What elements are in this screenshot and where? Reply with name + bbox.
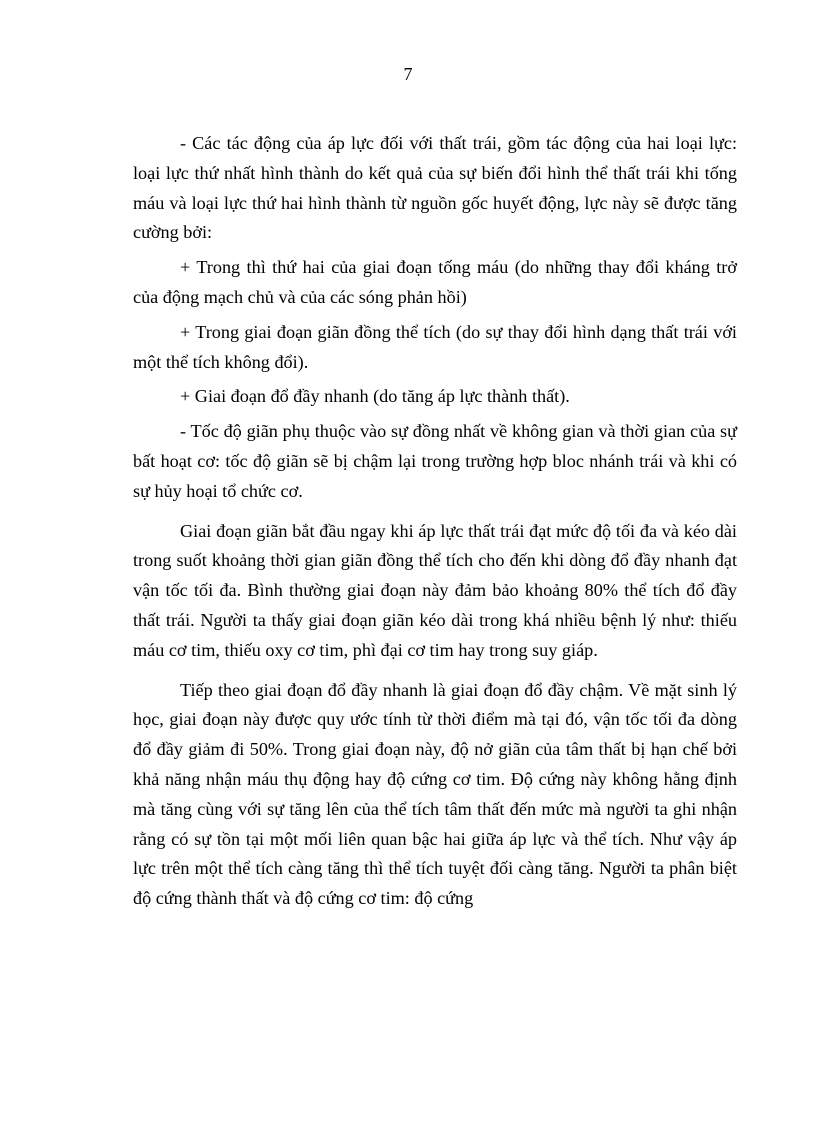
paragraph-rapid-filling: + Giai đoạn đổ đầy nhanh (do tăng áp lực thành thất).: [180, 386, 570, 407]
page-number: 7: [403, 64, 413, 84]
body-text: [133, 129, 737, 919]
paragraph-isovolumic-relaxation: + Trong giai đoạn giãn đồng thể tích (do sự thay đổi hình dạng thất trái với một thể tích không đổi).: [133, 321, 737, 372]
paragraph-slow-filling: Tiếp theo giai đoạn đổ đầy nhanh là giai đoạn đổ đầy chậm. Về mặt sinh lý học, giai đoạn này được quy ước tính từ thời điểm mà tại đó, vận tốc tối đa dòng đổ đầy giảm đi 50%. Trong giai đoạn này, độ nở giãn của tâm thất bị hạn chế bởi khả năng nhận máu thụ động hay độ cứng cơ tim. Độ cứng này không hằng định mà tăng cùng với sự tăng lên của thể tích tâm thất đến mức mà người ta ghi nhận rằng có sự tồn tại một mối liên quan bậc hai giữa áp lực và thể tích. Như vậy áp lực trên một thể tích càng tăng thì thể tích tuyệt đối càng tăng. Người ta phân biệt độ cứng thành thất và độ cứng cơ tim: độ cứng: [133, 679, 737, 909]
paragraph-pressure-effects: - Các tác động của áp lực đối với thất trái, gồm tác động của hai loại lực: loại lực thứ nhất hình thành do kết quả của sự biến đổi hình thể thất trái khi tống máu và loại lực thứ hai hình thành từ nguồn gốc huyết động, lực này sẽ được tăng cường bởi:: [133, 133, 737, 243]
paragraph-relaxation-speed: - Tốc độ giãn phụ thuộc vào sự đồng nhất về không gian và thời gian của sự bất hoạt cơ: tốc độ giãn sẽ bị chậm lại trong trường hợp bloc nhánh trái và khi có sự hủy hoại tổ chức cơ.: [133, 421, 737, 501]
paragraph-relaxation-phase: Giai đoạn giãn bắt đầu ngay khi áp lực thất trái đạt mức độ tối đa và kéo dài trong suốt khoảng thời gian giãn đồng thể tích cho đến khi dòng đổ đầy nhanh đạt vận tốc tối đa. Bình thường giai đoạn này đảm bảo khoảng 80% thể tích đổ đầy thất trái. Người ta thấy giai đoạn giãn kéo dài trong khá nhiều bệnh lý như: thiếu máu cơ tim, thiếu oxy cơ tim, phì đại cơ tim hay trong suy giáp.: [133, 520, 737, 660]
paragraph-ejection-phase: + Trong thì thứ hai của giai đoạn tống máu (do những thay đổi kháng trở của động mạch chủ và của các sóng phản hồi): [133, 257, 737, 307]
